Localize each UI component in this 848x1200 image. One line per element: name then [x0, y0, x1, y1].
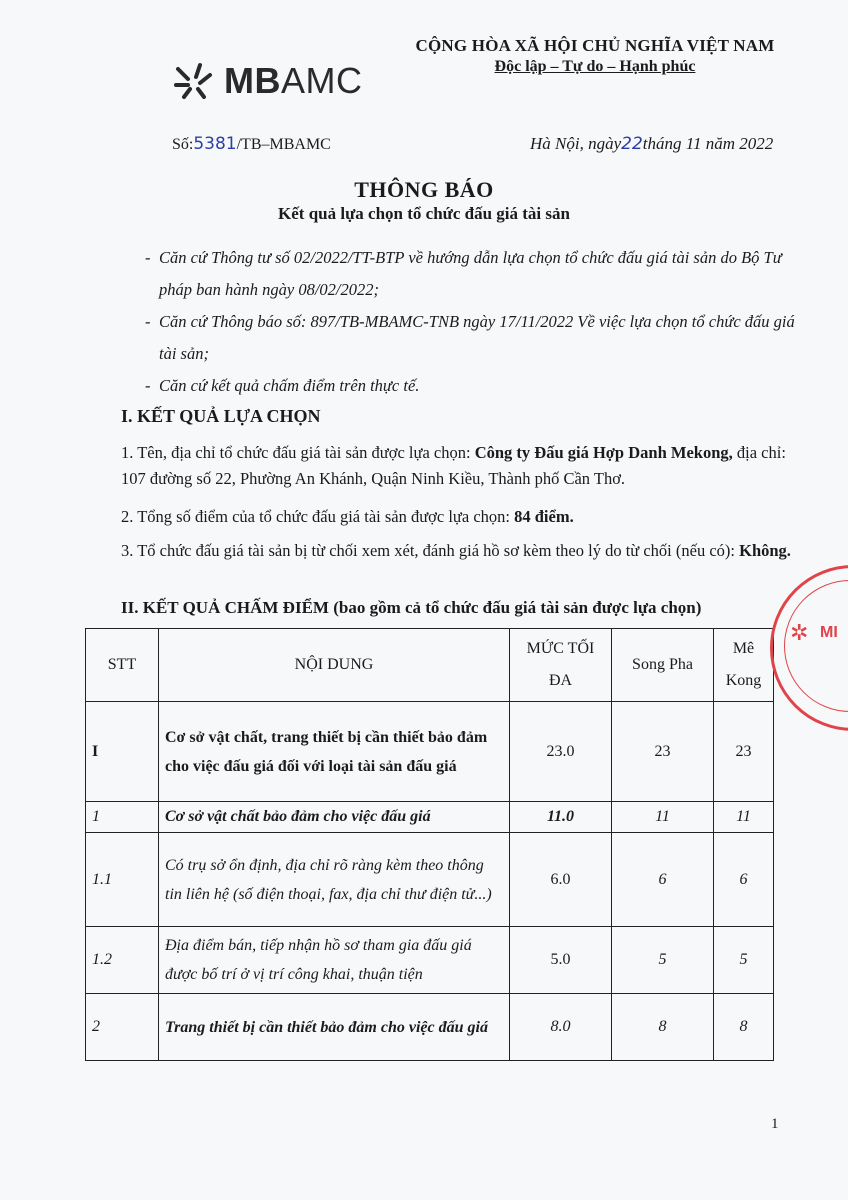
seal-text: MI: [820, 624, 838, 641]
table-row: 1.1 Có trụ sở ổn định, địa chỉ rõ ràng kèm theo thông tin liên hệ (số điện thoại, fax, địa chỉ thư điện tử...) 6.0 6 6: [86, 833, 774, 927]
header-max: MỨC TỐI ĐA: [510, 629, 612, 702]
table-row: 2 Trang thiết bị cần thiết bảo đảm cho việc đấu giá 8.0 8 8: [86, 994, 774, 1061]
mbamc-logo-icon: [170, 61, 216, 101]
nation-motto: Độc lập – Tự do – Hạnh phúc: [494, 58, 696, 75]
header-content: NỘI DUNG: [159, 629, 510, 702]
header-stt: STT: [86, 629, 159, 702]
basis-item: - Căn cứ Thông báo số: 897/TB-MBAMC-TNB ngày 17/11/2022 Về việc lựa chọn tổ chức đấu giá tài sản;: [145, 312, 795, 363]
handwritten-number: 5381: [193, 134, 237, 154]
document-title: THÔNG BÁO: [354, 177, 494, 202]
company-logo: [170, 60, 363, 102]
reference-number: Số:5381/TB–MBAMC: [172, 134, 331, 154]
logo-wordmark: MBAMC: [224, 60, 363, 101]
header-mekong: Mê Kong: [714, 629, 774, 702]
nation-title: CỘNG HÒA XÃ HỘI CHỦ NGHĨA VIỆT NAM: [415, 36, 775, 55]
score-table: [85, 628, 774, 1061]
result-paragraph-3: 3. Tổ chức đấu giá tài sản bị từ chối xem xét, đánh giá hồ sơ kèm theo lý do từ chối (nếu có): Không.: [121, 541, 791, 560]
date-line: Hà Nội, ngày22tháng 11 năm 2022: [530, 134, 774, 154]
section1-heading: I. KẾT QUẢ LỰA CHỌN: [121, 406, 321, 426]
result-paragraph-2: 2. Tổng số điểm của tổ chức đấu giá tài sản được lựa chọn: 84 điểm.: [121, 507, 574, 526]
basis-item: - Căn cứ Thông tư số 02/2022/TT-BTP về hướng dẫn lựa chọn tổ chức đấu giá tài sản do Bộ Tư pháp ban hành ngày 08/02/2022;: [145, 248, 782, 299]
seal-logo-icon: ✲: [790, 620, 809, 645]
table-header-row: [86, 629, 774, 702]
handwritten-day: 22: [621, 134, 643, 154]
section2-heading: II. KẾT QUẢ CHẤM ĐIỂM (bao gồm cả tổ chức đấu giá tài sản được lựa chọn): [121, 598, 702, 617]
table-row: 1 Cơ sở vật chất bảo đảm cho việc đấu giá 11.0 11 11: [86, 802, 774, 833]
table-row: I Cơ sở vật chất, trang thiết bị cần thiết bảo đảm cho việc đấu giá đối với loại tài sản đấu giá 23.0 23 23: [86, 702, 774, 802]
national-header: [400, 36, 790, 76]
table-row: 1.2 Địa điểm bán, tiếp nhận hồ sơ tham gia đấu giá được bố trí ở vị trí công khai, thuận tiện 5.0 5 5: [86, 927, 774, 994]
document-subtitle: Kết quả lựa chọn tổ chức đấu giá tài sản: [278, 204, 570, 223]
result-paragraph-1: 1. Tên, địa chỉ tổ chức đấu giá tài sản được lựa chọn: Công ty Đấu giá Hợp Danh Mekong, địa chỉ: 107 đường số 22, Phường An Khánh, Quận Ninh Kiều, Thành phố Cần Thơ.: [121, 443, 786, 488]
basis-item: - Căn cứ kết quả chấm điểm trên thực tế.: [145, 376, 420, 395]
header-song-pha: Song Pha: [612, 629, 714, 702]
page-number: 1: [771, 1116, 779, 1132]
